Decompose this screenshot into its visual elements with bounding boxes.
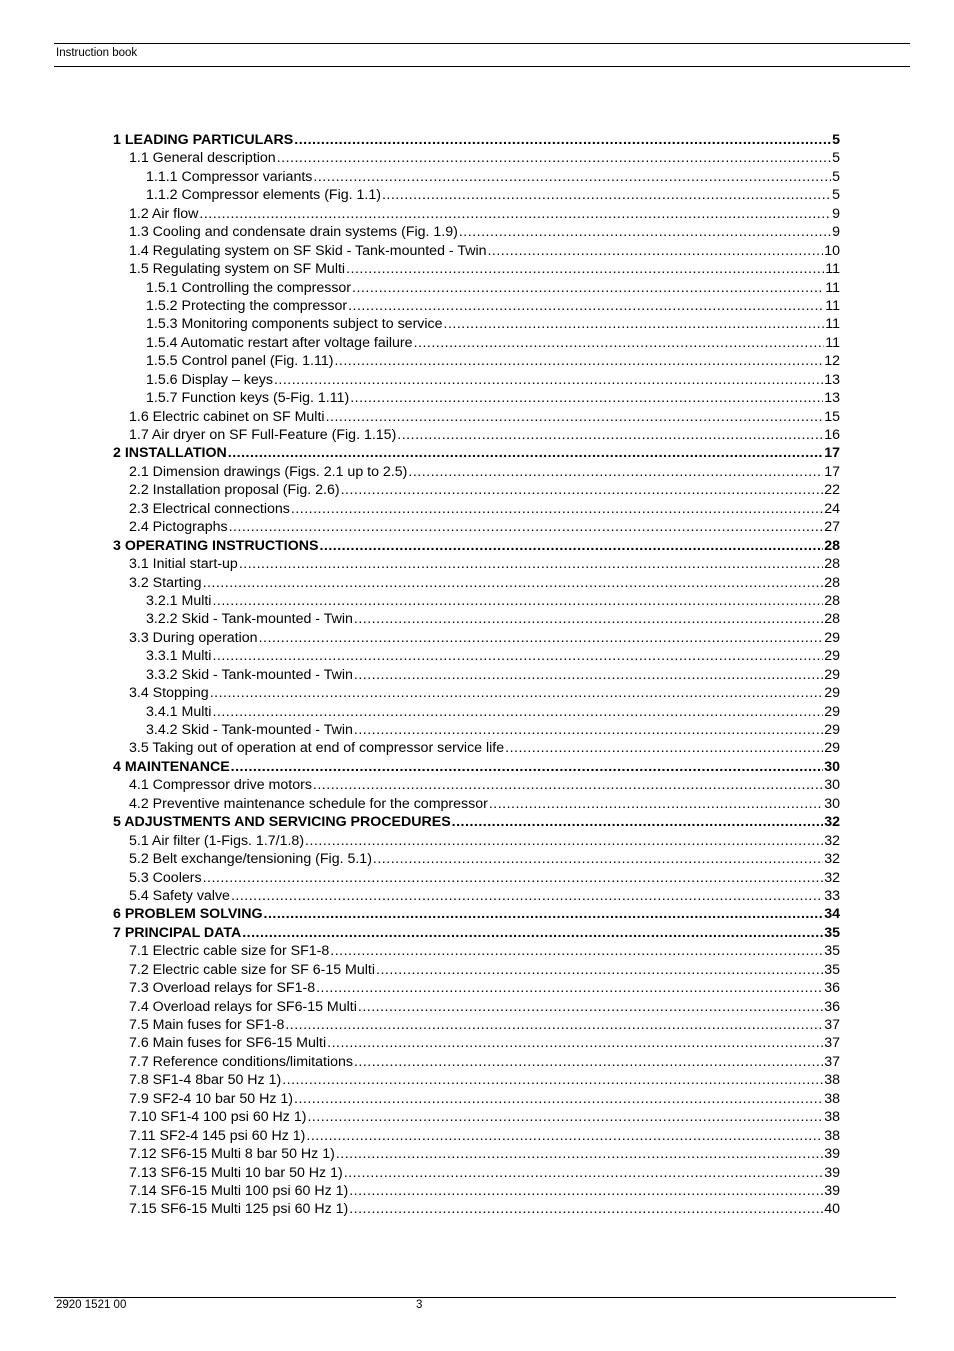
toc-dot-leader — [346, 260, 824, 278]
toc-dot-leader — [231, 887, 823, 905]
toc-entry-title: 3.1 Initial start-up — [129, 556, 238, 573]
toc-entry-page: 34 — [824, 906, 840, 923]
toc-entry[interactable] — [113, 131, 840, 149]
toc-dot-leader — [291, 500, 823, 518]
toc-entry-page: 24 — [824, 500, 840, 517]
toc-entry-title: 1.5.7 Function keys (5-Fig. 1.11) — [146, 390, 350, 407]
toc-dot-leader — [316, 979, 823, 997]
toc-entry[interactable] — [113, 979, 840, 997]
toc-entry[interactable] — [113, 703, 840, 721]
toc-entry-page: 11 — [825, 334, 840, 351]
toc-entry-title: 1.5.5 Control panel (Fig. 1.11) — [146, 353, 334, 370]
toc-dot-leader — [349, 1182, 823, 1200]
toc-entry-page: 9 — [832, 224, 840, 241]
toc-entry-title: 3 OPERATING INSTRUCTIONS — [113, 537, 319, 554]
toc-entry-title: 1.1.2 Compressor elements (Fig. 1.1) — [146, 187, 381, 204]
toc-entry-title: 3.4.2 Skid - Tank-mounted - Twin — [146, 722, 353, 738]
toc-entry-page: 32 — [824, 832, 840, 849]
toc-entry[interactable] — [113, 832, 840, 850]
toc-entry-title: 2.4 Pictographs — [129, 519, 228, 536]
toc-entry-page: 5 — [832, 150, 840, 167]
toc-entry[interactable] — [113, 426, 840, 444]
toc-entry[interactable] — [113, 776, 840, 794]
toc-entry-page: 28 — [824, 611, 840, 628]
toc-entry-title: 1.6 Electric cabinet on SF Multi — [129, 408, 325, 425]
toc-dot-leader — [306, 1127, 823, 1145]
toc-entry-title: 2.1 Dimension drawings (Figs. 2.1 up to 2.5) — [129, 463, 408, 480]
toc-entry-title: 7.11 SF2-4 145 psi 60 Hz 1) — [129, 1127, 306, 1144]
toc-dot-leader — [354, 721, 823, 739]
toc-dot-leader — [313, 168, 831, 186]
toc-entry-page: 35 — [824, 924, 840, 941]
toc-entry[interactable] — [113, 1108, 840, 1126]
toc-entry[interactable] — [113, 795, 840, 813]
toc-entry-page: 28 — [824, 574, 840, 591]
toc-entry[interactable] — [113, 1090, 840, 1108]
toc-entry[interactable] — [113, 869, 840, 887]
toc-entry-page: 28 — [824, 556, 840, 573]
toc-entry-page: 29 — [824, 703, 840, 720]
toc-dot-leader — [285, 1016, 823, 1034]
toc-entry[interactable] — [113, 813, 840, 831]
toc-entry-title: 3.3 During operation — [129, 629, 258, 646]
toc-entry[interactable] — [113, 315, 840, 333]
toc-entry-title: 2 INSTALLATION — [113, 445, 227, 462]
footer-rule — [54, 1297, 896, 1298]
toc-entry[interactable] — [113, 905, 840, 923]
toc-entry-title: 7.13 SF6-15 Multi 10 bar 50 Hz 1) — [129, 1164, 343, 1181]
toc-entry[interactable] — [113, 592, 840, 610]
toc-entry-title: 1.1 General description — [129, 150, 276, 167]
toc-entry-title: 4.2 Preventive maintenance schedule for the compressor — [129, 795, 488, 812]
toc-entry-page: 29 — [824, 685, 840, 702]
footer-doc-number: 2920 1521 00 — [56, 1299, 127, 1311]
toc-entry-title: 7.3 Overload relays for SF1-8 — [129, 980, 316, 997]
toc-entry-page: 17 — [824, 463, 840, 480]
toc-entry[interactable] — [113, 1164, 840, 1182]
toc-entry[interactable] — [113, 555, 840, 573]
toc-entry-page: 37 — [824, 1017, 840, 1033]
toc-entry-title: 1.5.4 Automatic restart after voltage failure — [146, 334, 413, 351]
toc-entry-title: 7.15 SF6-15 Multi 125 psi 60 Hz 1) — [129, 1201, 349, 1218]
toc-entry-page: 37 — [824, 1035, 840, 1052]
toc-entry[interactable] — [113, 279, 840, 297]
toc-entry-page: 10 — [824, 242, 840, 259]
header-title: Instruction book — [56, 47, 138, 59]
toc-entry[interactable] — [113, 481, 840, 499]
toc-dot-leader — [305, 832, 823, 850]
toc-entry[interactable] — [113, 574, 840, 592]
toc-dot-leader — [487, 242, 823, 260]
toc-entry-page: 29 — [824, 648, 840, 665]
toc-dot-leader — [242, 924, 823, 942]
toc-entry[interactable] — [113, 850, 840, 868]
toc-dot-leader — [373, 850, 823, 868]
toc-entry[interactable] — [113, 1071, 840, 1089]
toc-entry[interactable] — [113, 463, 840, 481]
toc-entry[interactable] — [113, 610, 840, 628]
toc-entry-title: 1.4 Regulating system on SF Skid - Tank-mounted - Twin — [129, 242, 487, 259]
toc-entry-page: 36 — [824, 998, 840, 1015]
toc-dot-leader — [354, 610, 823, 628]
toc-dot-leader — [274, 371, 823, 389]
toc-entry-page: 5 — [832, 168, 840, 185]
toc-dot-leader — [210, 684, 824, 702]
toc-entry-page: 9 — [832, 205, 840, 222]
toc-entry-title: 3.4 Stopping — [129, 685, 209, 702]
toc-dot-leader — [358, 998, 823, 1016]
toc-entry-title: 7.1 Electric cable size for SF1-8 — [129, 943, 330, 960]
toc-entry-page: 15 — [824, 408, 840, 425]
toc-entry-page: 22 — [824, 482, 840, 499]
toc-entry[interactable] — [113, 389, 840, 407]
toc-dot-leader — [229, 518, 824, 536]
toc-entry-title: 1 LEADING PARTICULARS — [113, 132, 294, 148]
toc-dot-leader — [334, 352, 823, 370]
table-of-contents — [113, 131, 840, 1219]
toc-entry-title: 7 PRINCIPAL DATA — [113, 924, 242, 941]
toc-dot-leader — [294, 1090, 823, 1108]
toc-dot-leader — [341, 481, 824, 499]
toc-entry[interactable] — [113, 1200, 840, 1218]
toc-entry-title: 5.3 Coolers — [129, 869, 202, 886]
toc-entry-page: 30 — [824, 795, 840, 812]
toc-entry[interactable] — [113, 721, 840, 739]
toc-entry-page: 27 — [824, 519, 840, 536]
toc-dot-leader — [264, 905, 824, 923]
toc-entry[interactable] — [113, 666, 840, 684]
toc-entry[interactable] — [113, 1145, 840, 1163]
toc-entry-page: 5 — [832, 132, 840, 148]
toc-entry[interactable] — [113, 352, 840, 370]
toc-entry-title: 4 MAINTENANCE — [113, 758, 230, 775]
toc-entry-page: 13 — [824, 390, 840, 407]
toc-entry-title: 1.7 Air dryer on SF Full-Feature (Fig. 1.15) — [129, 427, 397, 443]
toc-entry[interactable] — [113, 242, 840, 260]
toc-entry-page: 32 — [824, 814, 840, 831]
toc-entry[interactable] — [113, 334, 840, 352]
toc-entry-title: 3.3.2 Skid - Tank-mounted - Twin — [146, 666, 353, 683]
toc-dot-leader — [376, 961, 823, 979]
toc-entry[interactable] — [113, 371, 840, 389]
toc-dot-leader — [277, 149, 831, 167]
toc-dot-leader — [444, 315, 825, 333]
toc-entry-page: 32 — [824, 851, 840, 868]
toc-entry-page: 38 — [824, 1127, 840, 1144]
toc-entry-title: 7.2 Electric cable size for SF 6-15 Multi — [129, 961, 376, 978]
toc-entry[interactable] — [113, 1053, 840, 1071]
header-top-rule — [54, 43, 910, 44]
toc-entry-title: 3.2.1 Multi — [146, 592, 212, 609]
toc-entry-title: 1.1.1 Compressor variants — [146, 168, 313, 185]
toc-entry-page: 29 — [824, 722, 840, 738]
toc-dot-leader — [354, 1053, 823, 1071]
toc-dot-leader — [327, 1034, 823, 1052]
toc-dot-leader — [354, 666, 823, 684]
toc-entry-title: 7.10 SF1-4 100 psi 60 Hz 1) — [129, 1109, 307, 1126]
toc-entry[interactable] — [113, 647, 840, 665]
toc-entry-page: 12 — [824, 353, 840, 370]
footer-page-number: 3 — [416, 1299, 423, 1311]
toc-dot-leader — [397, 426, 823, 444]
toc-entry-page: 11 — [825, 297, 840, 314]
toc-entry-title: 7.8 SF1-4 8bar 50 Hz 1) — [129, 1072, 282, 1089]
toc-entry[interactable] — [113, 408, 840, 426]
toc-entry-page: 37 — [824, 1053, 840, 1070]
toc-dot-leader — [349, 1200, 823, 1218]
toc-entry-page: 39 — [824, 1164, 840, 1181]
toc-entry-title: 1.5.6 Display – keys — [146, 371, 273, 388]
toc-dot-leader — [459, 223, 831, 241]
toc-entry-page: 16 — [824, 427, 840, 443]
toc-dot-leader — [408, 463, 823, 481]
toc-dot-leader — [382, 186, 831, 204]
toc-dot-leader — [212, 647, 823, 665]
toc-entry-page: 33 — [824, 887, 840, 904]
toc-entry[interactable] — [113, 518, 840, 536]
toc-entry-title: 3.5 Taking out of operation at end of compressor service life — [129, 740, 505, 757]
toc-entry-title: 1.5.1 Controlling the compressor — [146, 279, 352, 296]
toc-entry-page: 29 — [824, 666, 840, 683]
toc-entry-title: 7.6 Main fuses for SF6-15 Multi — [129, 1035, 327, 1052]
toc-entry[interactable] — [113, 961, 840, 979]
toc-dot-leader — [231, 758, 824, 776]
toc-entry-title: 3.2 Starting — [129, 574, 202, 591]
toc-dot-leader — [326, 408, 824, 426]
toc-entry[interactable] — [113, 500, 840, 518]
toc-entry[interactable] — [113, 205, 840, 223]
toc-entry-page: 28 — [824, 537, 840, 554]
toc-entry[interactable] — [113, 758, 840, 776]
toc-entry[interactable] — [113, 186, 840, 204]
toc-entry[interactable] — [113, 739, 840, 757]
toc-entry-page: 5 — [832, 187, 840, 204]
toc-entry-page: 30 — [824, 758, 840, 775]
toc-dot-leader — [228, 444, 823, 462]
toc-entry-title: 7.5 Main fuses for SF1-8 — [129, 1017, 285, 1033]
toc-entry-title: 5 ADJUSTMENTS AND SERVICING PROCEDURES — [113, 814, 451, 831]
toc-dot-leader — [239, 555, 823, 573]
toc-entry-page: 36 — [824, 980, 840, 997]
toc-entry-page: 38 — [824, 1090, 840, 1107]
toc-entry-title: 1.5 Regulating system on SF Multi — [129, 261, 346, 278]
toc-entry-page: 30 — [824, 777, 840, 794]
toc-entry-page: 13 — [824, 371, 840, 388]
toc-entry[interactable] — [113, 149, 840, 167]
toc-dot-leader — [489, 795, 823, 813]
toc-entry-page: 38 — [824, 1072, 840, 1089]
toc-dot-leader — [414, 334, 825, 352]
toc-dot-leader — [212, 592, 823, 610]
toc-entry-title: 6 PROBLEM SOLVING — [113, 906, 263, 923]
toc-dot-leader — [319, 537, 823, 555]
toc-dot-leader — [350, 389, 823, 407]
toc-entry-title: 5.2 Belt exchange/tensioning (Fig. 5.1) — [129, 851, 372, 868]
toc-entry-page: 35 — [824, 961, 840, 978]
toc-entry-page: 38 — [824, 1109, 840, 1126]
toc-entry[interactable] — [113, 297, 840, 315]
toc-entry[interactable] — [113, 1127, 840, 1145]
toc-entry-page: 11 — [825, 261, 840, 278]
toc-entry-page: 39 — [824, 1146, 840, 1163]
toc-entry[interactable] — [113, 1182, 840, 1200]
toc-entry-title: 7.14 SF6-15 Multi 100 psi 60 Hz 1) — [129, 1182, 349, 1199]
toc-entry-title: 2.2 Installation proposal (Fig. 2.6) — [129, 482, 340, 499]
toc-entry-page: 40 — [824, 1201, 840, 1218]
toc-entry-page: 29 — [824, 629, 840, 646]
toc-entry-page: 28 — [824, 592, 840, 609]
toc-entry-page: 29 — [824, 740, 840, 757]
toc-entry-title: 7.7 Reference conditions/limitations — [129, 1053, 353, 1070]
toc-dot-leader — [203, 869, 824, 887]
toc-entry-title: 1.5.2 Protecting the compressor — [146, 297, 348, 314]
toc-dot-leader — [330, 942, 823, 960]
toc-entry-page: 11 — [825, 279, 840, 296]
toc-entry-page: 32 — [824, 869, 840, 886]
toc-entry[interactable] — [113, 942, 840, 960]
toc-dot-leader — [203, 574, 824, 592]
toc-entry-title: 2.3 Electrical connections — [129, 500, 290, 517]
toc-dot-leader — [294, 131, 831, 149]
toc-entry[interactable] — [113, 444, 840, 462]
toc-entry[interactable] — [113, 924, 840, 942]
toc-dot-leader — [352, 279, 824, 297]
toc-dot-leader — [348, 297, 824, 315]
toc-entry[interactable] — [113, 537, 840, 555]
toc-entry-title: 7.9 SF2-4 10 bar 50 Hz 1) — [129, 1090, 294, 1107]
toc-entry[interactable] — [113, 998, 840, 1016]
toc-dot-leader — [259, 629, 824, 647]
toc-dot-leader — [505, 739, 823, 757]
toc-dot-leader — [452, 813, 824, 831]
toc-entry[interactable] — [113, 1034, 840, 1052]
toc-entry[interactable] — [113, 168, 840, 186]
toc-dot-leader — [307, 1108, 823, 1126]
toc-dot-leader — [313, 776, 823, 794]
toc-entry-title: 1.3 Cooling and condensate drain systems (Fig. 1.9) — [129, 224, 458, 241]
toc-entry-page: 39 — [824, 1182, 840, 1199]
toc-entry-title: 3.2.2 Skid - Tank-mounted - Twin — [146, 611, 353, 628]
toc-entry[interactable] — [113, 1016, 840, 1034]
toc-entry-page: 35 — [824, 943, 840, 960]
toc-entry-page: 11 — [825, 316, 840, 333]
toc-entry[interactable] — [113, 223, 840, 241]
toc-entry[interactable] — [113, 887, 840, 905]
toc-entry-title: 5.4 Safety valve — [129, 887, 230, 904]
header-bottom-rule — [54, 66, 910, 67]
toc-entry-title: 4.1 Compressor drive motors — [129, 777, 312, 794]
toc-entry-title: 3.4.1 Multi — [146, 703, 212, 720]
toc-dot-leader — [336, 1145, 823, 1163]
toc-entry[interactable] — [113, 629, 840, 647]
toc-entry-title: 1.2 Air flow — [129, 205, 199, 222]
toc-entry-title: 7.4 Overload relays for SF6-15 Multi — [129, 998, 357, 1015]
toc-entry[interactable] — [113, 260, 840, 278]
toc-entry-page: 17 — [824, 445, 840, 462]
toc-dot-leader — [344, 1164, 824, 1182]
toc-entry[interactable] — [113, 684, 840, 702]
toc-entry-title: 1.5.3 Monitoring components subject to service — [146, 316, 443, 333]
toc-dot-leader — [199, 205, 831, 223]
toc-dot-leader — [282, 1071, 823, 1089]
toc-entry-title: 3.3.1 Multi — [146, 648, 212, 665]
toc-entry-title: 7.12 SF6-15 Multi 8 bar 50 Hz 1) — [129, 1146, 335, 1163]
toc-dot-leader — [212, 703, 823, 721]
toc-entry-title: 5.1 Air filter (1-Figs. 1.7/1.8) — [129, 832, 305, 849]
